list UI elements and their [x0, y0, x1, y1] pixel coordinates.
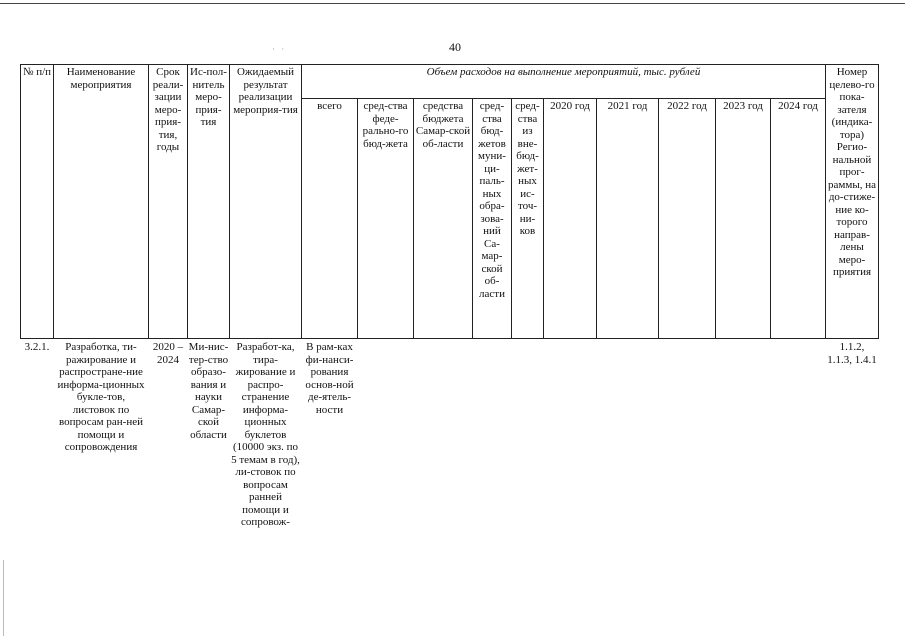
- row-executor: Ми-нис-тер-ство образо-вания и науки Самар-ской области: [188, 341, 229, 441]
- row-regional: [414, 339, 473, 529]
- row-2022: [659, 339, 716, 529]
- scan-edge: [3, 560, 4, 636]
- row-federal: [358, 339, 414, 529]
- header-municipal: сред-ства бюд-жетов муни-ци-паль-ных обра-зова-ний Са-мар-ской об-ласти: [473, 99, 512, 339]
- header-result: Ожидаемый результат реализации мероприя-тия: [230, 65, 302, 339]
- header-year-2022: 2022 год: [659, 99, 716, 339]
- header-year-2024: 2024 год: [771, 99, 826, 339]
- row-total: В рам-ках фи-нанси-рования основ-ной де-ятель-ности: [305, 341, 354, 416]
- scan-speck: · ·: [272, 44, 287, 54]
- header-indicator: Номер целево-го пока-зателя (индика-тора) Регио-нальной прог-раммы, на до-стиже-ние ко-торого направ-лены меро-приятия: [826, 65, 879, 339]
- row-result: Разработ-ка, тира-жирование и распро-странение информа-ционных буклетов (10000 экз. по 5 темам в год), ли-стовок по вопросам ранней помощи и сопровож-: [231, 341, 300, 528]
- row-2024: [771, 339, 826, 529]
- header-federal: сред-ства феде-рально-го бюд-жета: [358, 99, 414, 339]
- row-2020: [544, 339, 597, 529]
- row-name: Разработка, ти-ражирование и распростране-ние информа-ционных букле-тов, листовок по вопросам ран-ней помощи и сопровождения: [57, 341, 145, 453]
- header-year-2023: 2023 год: [716, 99, 771, 339]
- row-2023: [716, 339, 771, 529]
- header-year-2021: 2021 год: [597, 99, 659, 339]
- row-term: 2020 – 2024: [152, 341, 184, 366]
- page-number: 40: [449, 40, 461, 54]
- activities-table: [20, 64, 879, 529]
- header-term: Срок реали-зации меро-прия-тия, годы: [149, 65, 188, 339]
- header-total: всего: [302, 99, 358, 339]
- header-extra: сред-ства из вне-бюд-жет-ных ис-точ-ни-ков: [512, 99, 544, 339]
- header-name: Наименование мероприятия: [54, 65, 149, 339]
- row-2021: [597, 339, 659, 529]
- row-num: 3.2.1.: [24, 341, 50, 353]
- top-rule: [0, 3, 905, 4]
- row-indicator: 1.1.2, 1.1.3, 1.4.1: [827, 341, 877, 366]
- header-regional: средства бюджета Самар-ской об-ласти: [414, 99, 473, 339]
- table-row: [21, 339, 879, 529]
- header-executor: Ис-пол-нитель меро-прия-тия: [188, 65, 230, 339]
- header-row: [21, 65, 879, 99]
- header-num: № п/п: [21, 65, 54, 339]
- header-funding: Объем расходов на выполнение мероприятий, тыс. рублей: [302, 65, 826, 99]
- header-year-2020: 2020 год: [544, 99, 597, 339]
- row-extra: [512, 339, 544, 529]
- row-municipal: [473, 339, 512, 529]
